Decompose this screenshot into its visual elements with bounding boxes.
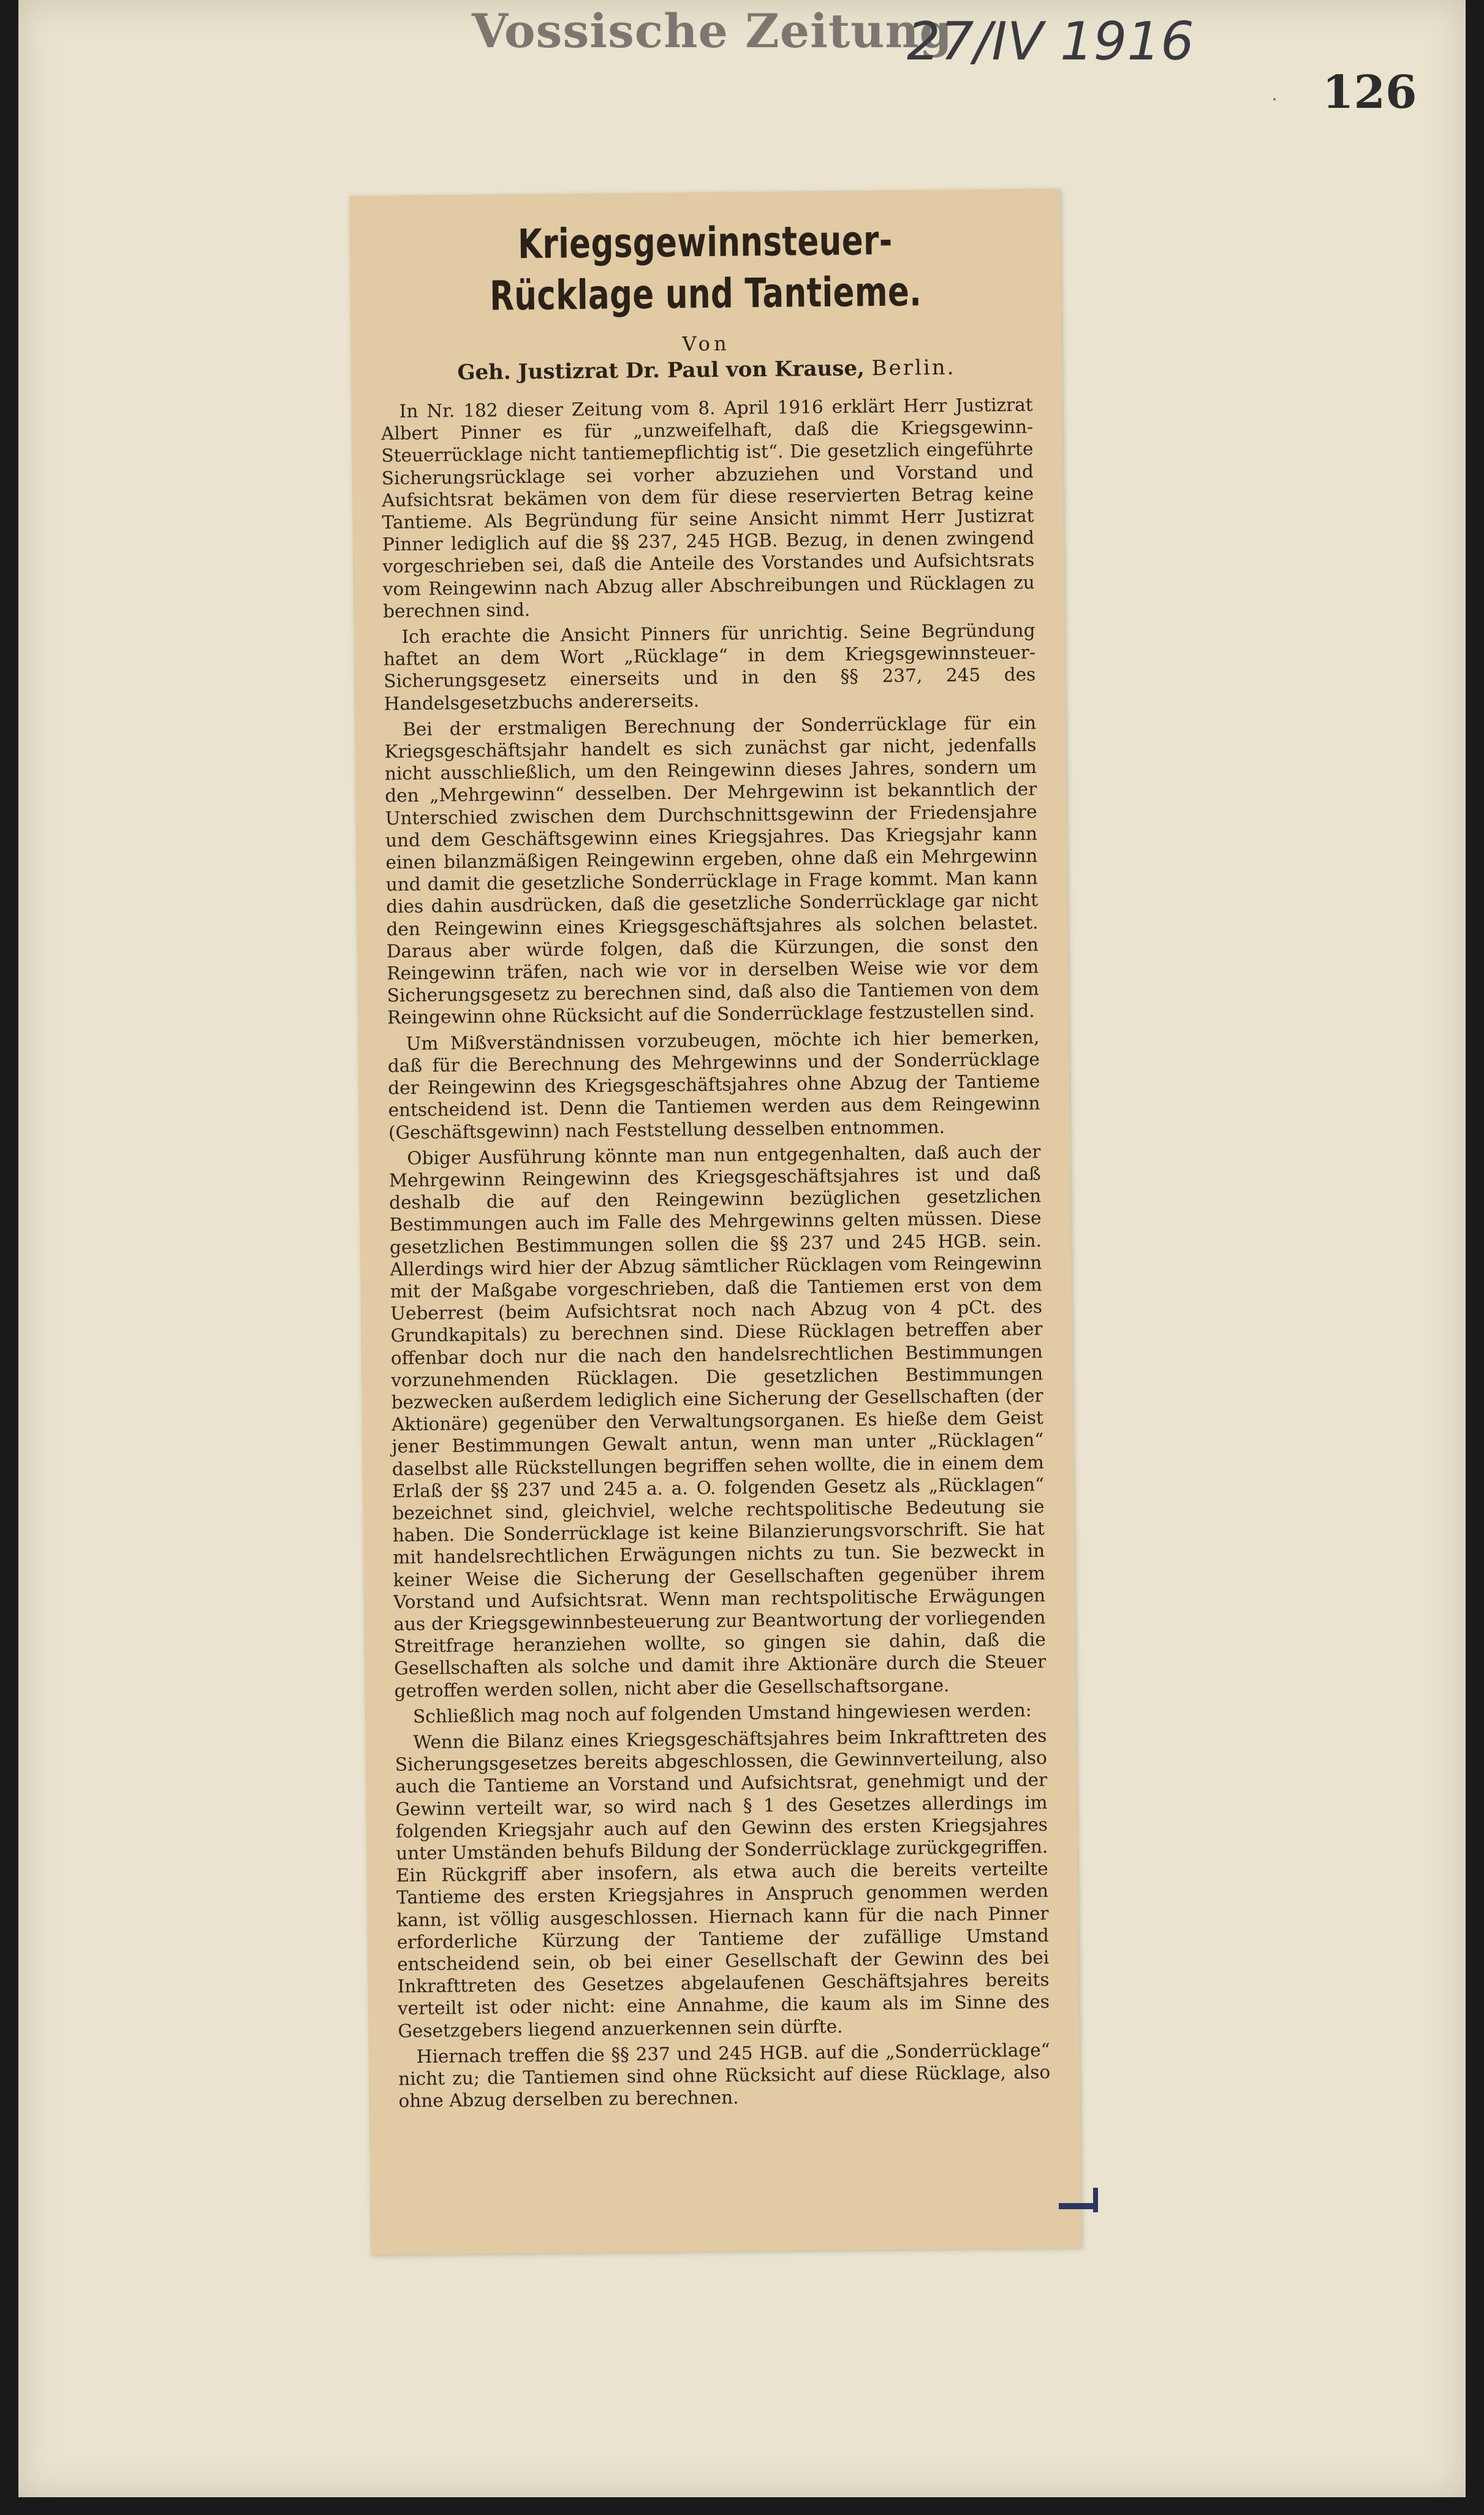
article-headline: Kriegsgewinnsteuer-Rücklage und Tantieme.	[489, 216, 922, 320]
paragraph: In Nr. 182 dieser Zeitung vom 8. April 1916 erklärt Herr Justizrat Albert Pinner es für „unzweifelhaft, daß die Kriegsgewinn-Steuerrücklage nicht tantiemepflichtig ist“. Die gesetzlich eingeführte Sicherungsrücklage sei vorher abzuziehen und Vorstand und Aufsichtsrat bekämen von dem für diese reservierten Betrag keine Tantieme. Als Begründung für seine Ansicht nimmt Herr Justizrat Pinner lediglich auf die §§ 237, 245 HGB. Bezug, in denen zwingend vorgeschrieben sei, daß die Anteile des Vorstandes und Aufsichtsrats vom Reingewinn nach Abzug aller Abschreibungen und Rücklagen zu berechnen sind.	[380, 394, 1035, 622]
page-number: 126	[1322, 66, 1417, 119]
paragraph: Um Mißverständnissen vorzubeugen, möchte ich hier bemerken, daß für die Berechnung des Mehrgewinns und der Sonderrücklage der Reingewinn des Kriegsgeschäftsjahres ohne Abzug der Tantieme entscheidend ist. Denn die Tantiemen werden aus dem Reingewinn (Geschäftsgewinn) nach Feststellung desselben entnommen.	[387, 1026, 1040, 1143]
handwritten-date: 27/IV 1916	[907, 11, 1194, 72]
byline-von: Von	[682, 332, 730, 356]
newspaper-stamp: Vossische Zeitung	[472, 4, 953, 58]
author-name: Geh. Justizrat Dr. Paul von Krause,	[457, 356, 865, 385]
ink-end-mark	[1059, 2203, 1097, 2209]
article-body	[380, 393, 1050, 2112]
article-author	[380, 354, 1032, 385]
pencil-dot	[1273, 98, 1276, 101]
paragraph: Ich erachte die Ansicht Pinners für unrichtig. Seine Begründung haftet an dem Wort „Rücklage“ in dem Kriegsgewinnsteuer-Sicherungsgesetz einerseits und in den §§ 237, 245 des Handelsgesetzbuchs andererseits.	[383, 620, 1036, 715]
paragraph: Schließlich mag noch auf folgenden Umstand hingewiesen werden:	[412, 1699, 1032, 1727]
paragraph: Obiger Ausführung könnte man nun entgegenhalten, daß auch der Mehrgewinn Reingewinn des Kriegsgeschäftsjahres ist und daß deshalb die auf den Reingewinn bezüglichen gesetzlichen Bestimmungen auch im Falle des Mehrgewinns gelten müssen. Diese gesetzlichen Bestimmungen sollen die §§ 237 und 245 HGB. sein. Allerdings wird hier der Abzug sämtlicher Rücklagen vom Reingewinn mit der Maßgabe vorgeschrieben, daß die Tantiemen erst von dem Ueberrest (beim Aufsichtsrat noch nach Abzug von 4 pCt. des Grundkapitals) zu berechnen sind. Diese Rücklagen betreffen aber offenbar doch nur die nach den handelsrechtlichen Bestimmungen vorzunehmenden Rücklagen. Die gesetzlichen Bestimmungen bezwecken außerdem lediglich eine Sicherung der Gesellschaften (der Aktionäre) gegenüber den Verwaltungsorganen. Es hieße dem Geist jener Bestimmungen Gewalt antun, wenn man unter „Rücklagen“ daselbst alle Rückstellungen begriffen sehen wollte, die in einem dem Erlaß der §§ 237 und 245 a. a. O. folgenden Gesetz als „Rücklagen“ bezeichnet sind, gleichviel, welche rechtspolitische Bedeutung sie haben. Die Sonderrücklage ist keine Bilanzierungsvorschrift. Sie hat mit handelsrechtlichen Erwägungen nichts zu tun. Sie bezweckt in keiner Weise die Sicherung der Gesellschaften gegenüber ihrem Vorstand und Aufsichtsrat. Wenn man rechtspolitische Erwägungen aus der Kriegsgewinnbesteuerung zur Beantwortung der vorliegenden Streitfrage heranziehen wollte, so gingen sie dahin, daß die Gesellschaften als solche und damit ihre Aktionäre durch die Steuer getroffen werden sollen, nicht aber die Gesellschaftsorgane.	[388, 1140, 1047, 1701]
paragraph: Wenn die Bilanz eines Kriegsgeschäftsjahres beim Inkrafttreten des Sicherungsgesetzes bereits abgeschlossen, die Gewinnverteilung, also auch die Tantieme an Vorstand und Aufsichtsrat, genehmigt und der Gewinn verteilt war, so wird nach § 1 des Gesetzes allerdings im folgenden Kriegsjahr auch auf den Gewinn des ersten Kriegsjahres unter Umständen behufs Bildung der Sonderrücklage zurückgegriffen. Ein Rückgriff aber insofern, als etwa auch die bereits verteilte Tantieme des ersten Kriegsjahres in Anspruch genommen werden kann, ist völlig ausgeschlossen. Hiernach kann für die nach Pinner erforderliche Kürzung der Tantieme der zufällige Umstand entscheidend sein, ob bei einer Gesellschaft der Gewinn des bei Inkrafttreten des Gesetzes abgelaufenen Geschäftsjahres bereits verteilt ist oder nicht: eine Annahme, die kaum als im Sinne des Gesetzgebers liegend anzuerkennen sein dürfte.	[395, 1725, 1050, 2041]
ink-end-mark-vertical	[1093, 2188, 1098, 2212]
paragraph: Hiernach treffen die §§ 237 und 245 HGB. auf die „Sonderrücklage“ nicht zu; die Tantiemen sind ohne Rücksicht auf diese Rücklage, also ohne Abzug derselben zu berechnen.	[398, 2039, 1051, 2112]
author-place: Berlin.	[871, 355, 956, 381]
archive-sheet	[18, 0, 1466, 2497]
paragraph: Bei der erstmaligen Berechnung der Sonderrücklage für ein Kriegsgeschäftsjahr handelt es sich zunächst gar nicht, jedenfalls nicht ausschließlich, um den Reingewinn dieses Jahres, sondern um den „Mehrgewinn“ desselben. Der Mehrgewinn ist bekanntlich der Unterschied zwischen dem Durchschnittsgewinn der Friedensjahre und dem Geschäftsgewinn eines Kriegsjahres. Das Kriegsjahr kann einen bilanzmäßigen Reingewinn ergeben, ohne daß ein Mehrgewinn und damit die gesetzliche Sonderrücklage in Frage kommt. Man kann dies dahin ausdrücken, daß die gesetzliche Sonderrücklage gar nicht den Reingewinn eines Kriegsgeschäftsjahres als solchen belastet. Daraus aber würde folgen, daß die Kürzungen, die sonst den Reingewinn träfen, nach wie vor in derselben Weise wie vor dem Sicherungsgesetz zu berechnen sind, daß also die Tantiemen von dem Reingewinn ohne Rücksicht auf die Sonderrücklage festzustellen sind.	[384, 712, 1039, 1028]
newspaper-clipping	[349, 189, 1081, 2255]
